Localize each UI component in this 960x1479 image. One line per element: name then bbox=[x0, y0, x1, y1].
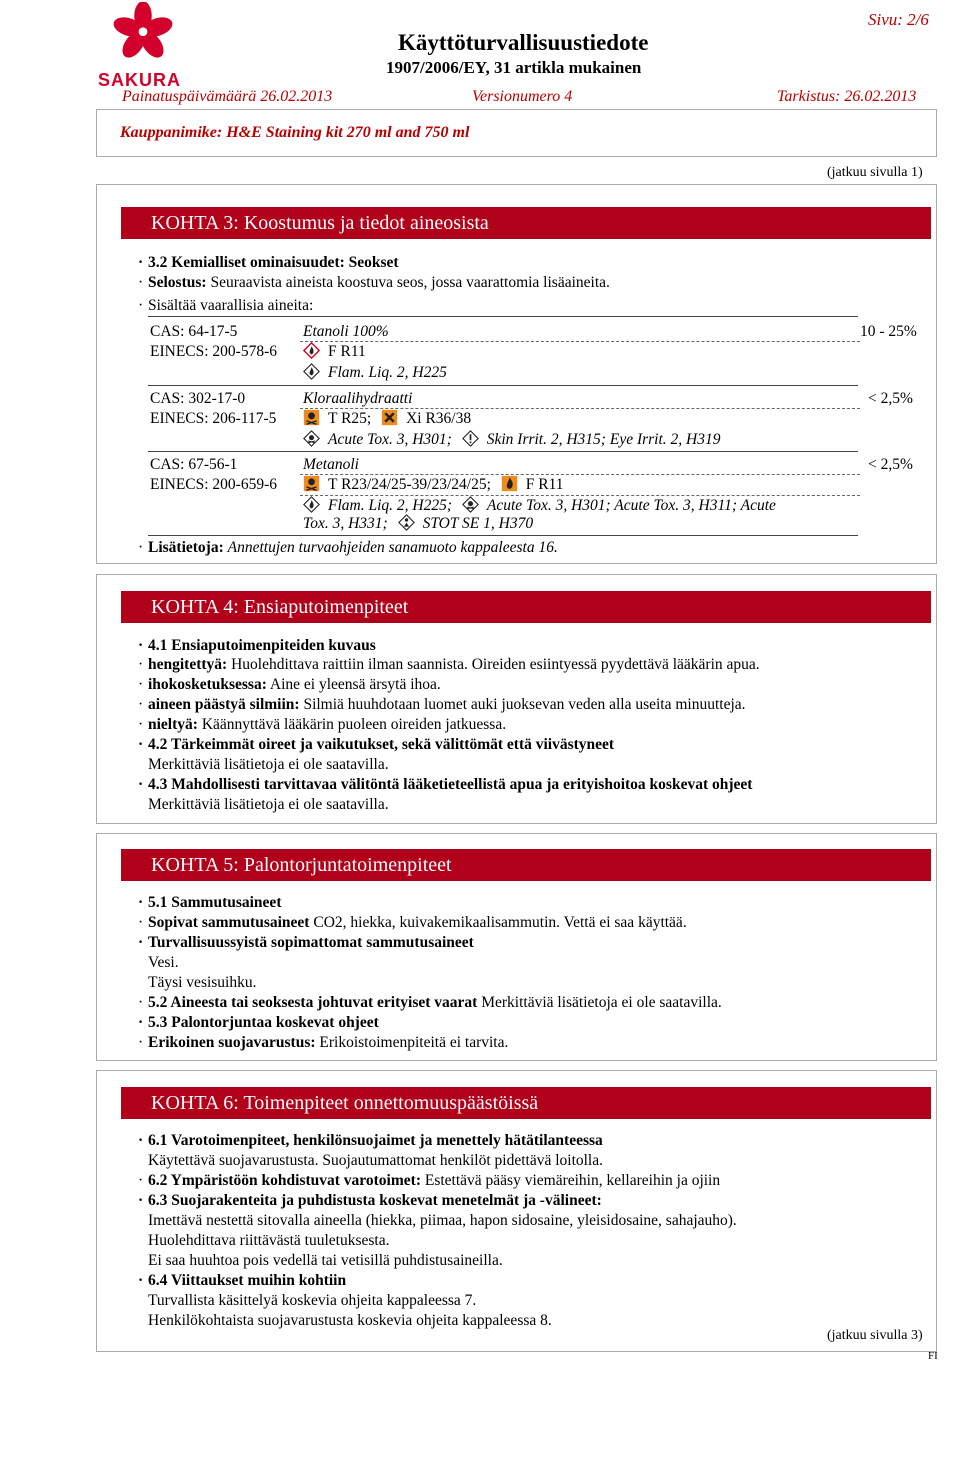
document-title: Käyttöturvallisuustiedote bbox=[398, 30, 649, 55]
s3-extra-info: · Lisätietoja: Annettujen turvaohjeiden sanamuoto kappaleesta 16. bbox=[138, 539, 558, 556]
continued-to: (jatkuu sivulla 3) bbox=[827, 1328, 923, 1343]
s6-line-2: Käytettävä suojavarustusta. Suojautumattomat henkilöt pidettävä loitolla. bbox=[148, 1152, 603, 1169]
flame-icon bbox=[303, 363, 320, 380]
ing2-einecs: EINECS: 206-117-5 bbox=[150, 410, 277, 427]
skull-icon bbox=[303, 475, 320, 492]
s6-line-1: · 6.1 Varotoimenpiteet, henkilönsuojaimet ja menettely hätätilanteessa bbox=[138, 1132, 603, 1149]
s4-line-3: · ihokosketuksessa: Aine ei yleensä ärsytä ihoa. bbox=[138, 676, 441, 693]
skull-icon bbox=[303, 409, 320, 426]
ing3-class-1: T R23/24/25-39/23/24/25; F R11 bbox=[303, 475, 564, 495]
ing2-class-1: T R25; Xi R36/38 bbox=[303, 409, 471, 429]
s6-line-10: Henkilökohtaista suojavarustusta koskevia ohjeita kappaleessa 8. bbox=[148, 1312, 552, 1329]
flower-icon bbox=[96, 2, 190, 72]
section-5-title: KOHTA 5: Palontorjuntatoimenpiteet bbox=[121, 849, 931, 881]
s5-line-6: · 5.2 Aineesta tai seoksesta johtuvat erityiset vaarat Merkittäviä lisätietoja ei ole saatavilla. bbox=[138, 994, 722, 1011]
s6-line-9: Turvallista käsittelyä koskevia ohjeita kappaleessa 7. bbox=[148, 1292, 477, 1309]
review-date: Tarkistus: 26.02.2013 bbox=[777, 88, 917, 105]
table-top-rule bbox=[148, 316, 858, 317]
s6-line-4: · 6.3 Suojarakenteita ja puhdistusta koskevat menetelmät ja -välineet: bbox=[138, 1192, 602, 1209]
skull-icon bbox=[462, 496, 479, 513]
s5-line-8: · Erikoinen suojavarustus: Erikoistoimenpiteitä ei tarvita. bbox=[138, 1034, 509, 1051]
health-hazard-icon bbox=[398, 514, 415, 531]
flame-icon bbox=[303, 342, 320, 359]
exclamation-icon bbox=[462, 430, 479, 447]
s5-line-4: Vesi. bbox=[148, 954, 179, 971]
s5-line-3: · Turvallisuussyistä sopimattomat sammutusaineet bbox=[138, 934, 474, 951]
ing3-name: Metanoli bbox=[303, 456, 359, 473]
ing1-einecs: EINECS: 200-578-6 bbox=[150, 343, 278, 360]
cross-icon bbox=[381, 409, 398, 426]
logo-text: SAKURA bbox=[98, 70, 182, 90]
s6-line-6: Huolehdittava riittävästä tuuletuksesta. bbox=[148, 1232, 390, 1249]
s3-line-3: · Sisältää vaarallisia aineita: bbox=[138, 297, 314, 314]
s4-line-4: · aineen päästyä silmiin: Silmiä huuhdotaan luomet auki juoksevan veden alla useita minuutteja. bbox=[138, 696, 746, 713]
s4-line-1: · 4.1 Ensiaputoimenpiteiden kuvaus bbox=[138, 637, 376, 654]
ing3-class-3: Tox. 3, H331; STOT SE 1, H370 bbox=[303, 515, 534, 532]
ing2-concentration: < 2,5% bbox=[868, 390, 913, 407]
s4-line-9: Merkittäviä lisätietoja ei ole saatavilla. bbox=[148, 796, 389, 813]
continued-from: (jatkuu sivulla 1) bbox=[827, 165, 923, 180]
ing3-class-2: Flam. Liq. 2, H225; Acute Tox. 3, H301; Acute Tox. 3, H311; Acute bbox=[303, 496, 776, 516]
ing1-class-1: F R11 bbox=[303, 342, 366, 362]
divider bbox=[148, 385, 858, 386]
ing3-cas: CAS: 67-56-1 bbox=[150, 456, 238, 473]
flame-icon bbox=[501, 475, 518, 492]
flame-icon bbox=[303, 496, 320, 513]
ing3-concentration: < 2,5% bbox=[868, 456, 913, 473]
s4-line-8: · 4.3 Mahdollisesti tarvittavaa välitöntä lääketieteellistä apua ja erityishoitoa koskevat ohjeet bbox=[138, 776, 753, 793]
document-subtitle: 1907/2006/EY, 31 artikla mukainen bbox=[386, 58, 642, 77]
page-number: Sivu: 2/6 bbox=[868, 10, 929, 29]
s5-line-2: · Sopivat sammutusaineet CO2, hiekka, kuivakemikaalisammutin. Vettä ei saa käyttää. bbox=[138, 914, 687, 931]
s5-line-1: · 5.1 Sammutusaineet bbox=[138, 894, 282, 911]
s4-line-6: · 4.2 Tärkeimmät oireet ja vaikutukset, sekä välittömät että viivästyneet bbox=[138, 736, 615, 753]
skull-icon bbox=[303, 430, 320, 447]
s4-line-5: · nieltyä: Käännyttävä lääkärin puoleen oireiden jatkuessa. bbox=[138, 716, 507, 733]
section-4-title: KOHTA 4: Ensiaputoimenpiteet bbox=[121, 591, 931, 623]
ing2-name: Kloraalihydraatti bbox=[303, 390, 413, 407]
ing1-class-2: Flam. Liq. 2, H225 bbox=[303, 363, 447, 383]
divider bbox=[148, 451, 858, 452]
s6-line-5: Imettävä nestettä sitovalla aineella (hiekka, piimaa, hapon sidosaine, yleisidosaine, sahajauho). bbox=[148, 1212, 737, 1229]
ing1-concentration: 10 - 25% bbox=[860, 323, 917, 340]
s3-line-1: · 3.2 Kemialliset ominaisuudet: Seokset bbox=[138, 254, 399, 271]
sakura-logo bbox=[96, 2, 190, 88]
s3-line-2: · Selostus: Seuraavista aineista koostuva seos, jossa vaarattomia lisäaineita. bbox=[138, 274, 610, 291]
section-6-title: KOHTA 6: Toimenpiteet onnettomuuspäästöissä bbox=[121, 1087, 931, 1119]
ing2-class-2: Acute Tox. 3, H301; Skin Irrit. 2, H315; Eye Irrit. 2, H319 bbox=[303, 430, 720, 450]
language-code: FI bbox=[928, 1350, 938, 1362]
s5-line-5: Täysi vesisuihku. bbox=[148, 974, 257, 991]
divider bbox=[148, 535, 858, 536]
s4-line-7: Merkittäviä lisätietoja ei ole saatavilla. bbox=[148, 756, 389, 773]
s6-line-3: · 6.2 Ympäristöön kohdistuvat varotoimet: Estettävä pääsy viemäreihin, kellareihin ja ojiin bbox=[138, 1172, 721, 1189]
divider bbox=[300, 341, 860, 342]
s4-line-2: · hengitettyä: Huolehdittava raittiin ilman saannista. Oireiden esiintyessä pyydettävä lääkärin apua. bbox=[138, 656, 760, 673]
ing3-einecs: EINECS: 200-659-6 bbox=[150, 476, 278, 493]
s5-line-7: · 5.3 Palontorjuntaa koskevat ohjeet bbox=[138, 1014, 379, 1031]
ing1-name: Etanoli 100% bbox=[303, 323, 389, 340]
section-3-title: KOHTA 3: Koostumus ja tiedot aineosista bbox=[121, 207, 931, 239]
print-date: Painatuspäivämäärä 26.02.2013 bbox=[122, 88, 333, 105]
version-number: Versionumero 4 bbox=[472, 88, 573, 105]
s6-line-7: Ei saa huuhtoa pois vedellä tai vetisillä puhdistusaineilla. bbox=[148, 1252, 503, 1269]
trade-name: Kauppanimike: H&E Staining kit 270 ml and 750 ml bbox=[120, 124, 470, 141]
ing2-cas: CAS: 302-17-0 bbox=[150, 390, 246, 407]
ing1-cas: CAS: 64-17-5 bbox=[150, 323, 238, 340]
s6-line-8: · 6.4 Viittaukset muihin kohtiin bbox=[138, 1272, 347, 1289]
